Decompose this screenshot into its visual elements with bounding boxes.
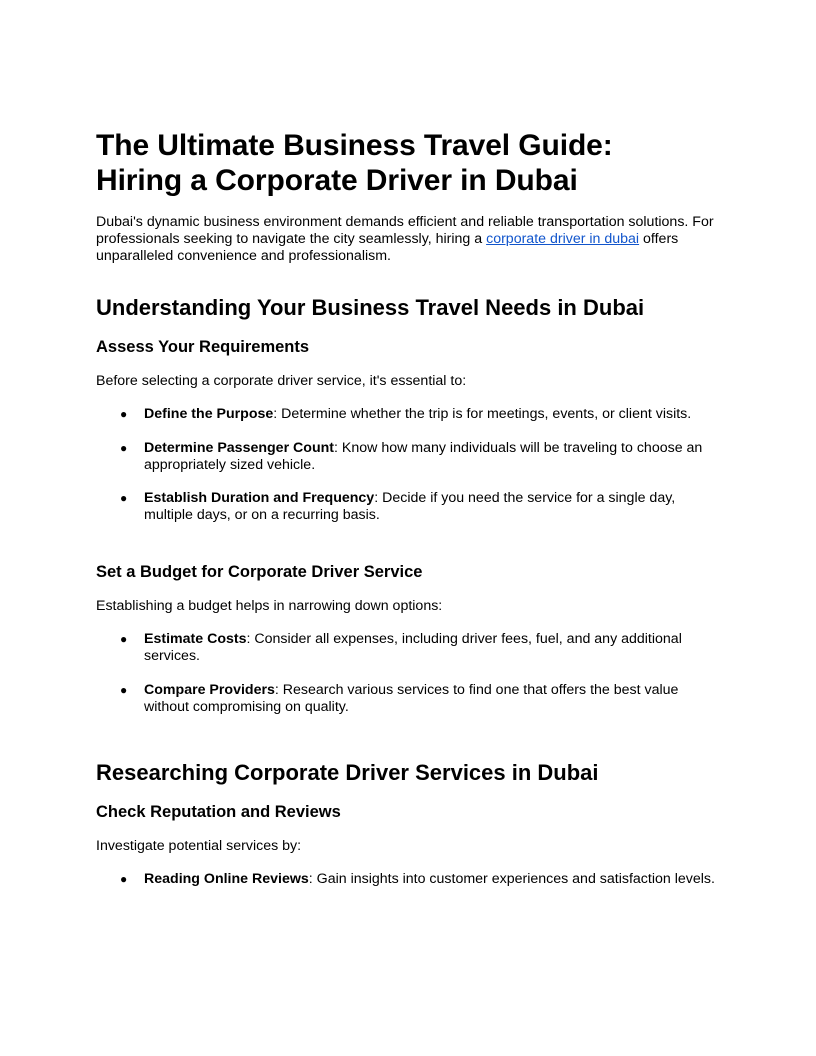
list-item (96, 871, 726, 888)
subheading-assess-requirements: Assess Your Requirements (96, 338, 310, 356)
list-item-text: : Decide if you need the service for a single day, multiple days, or on a recurring basis. (144, 490, 676, 523)
subheading-set-budget: Set a Budget for Corporate Driver Service (96, 563, 423, 581)
intro-text-after: offers unparalleled convenience and professionalism. (96, 231, 679, 264)
page-title (96, 128, 726, 198)
corporate-driver-link[interactable]: corporate driver in dubai (486, 231, 640, 247)
list-item (96, 682, 726, 716)
bullet-icon: ● (120, 441, 128, 455)
bullet-icon: ● (120, 632, 128, 646)
list-item-text: : Consider all expenses, including driver fees, fuel, and any additional services. (144, 631, 682, 664)
reputation-lead-paragraph: Investigate potential services by: (96, 838, 302, 854)
section-heading-researching: Researching Corporate Driver Services in Dubai (96, 760, 599, 785)
section-heading-understanding: Understanding Your Business Travel Needs in Dubai (96, 295, 645, 320)
intro-text-before: Dubai's dynamic business environment demands efficient and reliable transportation solutions. For professionals seeking to navigate the city seamlessly, hiring a (96, 214, 714, 247)
intro-paragraph (96, 214, 726, 265)
list-item (96, 406, 726, 423)
bullet-icon: ● (120, 407, 128, 421)
subheading-check-reputation: Check Reputation and Reviews (96, 803, 341, 821)
list-item-text: : Determine whether the trip is for meetings, events, or client visits. (273, 406, 692, 422)
list-item-term: Estimate Costs (144, 631, 247, 647)
list-item-term: Establish Duration and Frequency (144, 490, 375, 506)
assess-requirements-list (96, 406, 726, 524)
list-item (96, 440, 726, 474)
list-item-text: : Research various services to find one that offers the best value without compromising on quality. (144, 682, 679, 715)
budget-lead-paragraph: Establishing a budget helps in narrowing down options: (96, 598, 443, 614)
bullet-icon: ● (120, 491, 128, 505)
list-item-term: Define the Purpose (144, 406, 274, 422)
page-title-line-2: Hiring a Corporate Driver in Dubai (96, 164, 578, 197)
bullet-icon: ● (120, 872, 128, 886)
budget-list (96, 631, 726, 716)
list-item-text: : Know how many individuals will be traveling to choose an appropriately sized vehicle. (144, 440, 703, 473)
list-item (96, 490, 726, 524)
page-title-line-1: The Ultimate Business Travel Guide: (96, 129, 613, 162)
list-item-term: Reading Online Reviews (144, 871, 309, 887)
list-item-text: : Gain insights into customer experiences and satisfaction levels. (308, 871, 715, 887)
list-item (96, 631, 726, 665)
list-item-term: Determine Passenger Count (144, 440, 335, 456)
reputation-list (96, 871, 726, 888)
document-page (96, 128, 726, 888)
bullet-icon: ● (120, 683, 128, 697)
list-item-term: Compare Providers (144, 682, 275, 698)
assess-lead-paragraph: Before selecting a corporate driver service, it's essential to: (96, 373, 467, 389)
